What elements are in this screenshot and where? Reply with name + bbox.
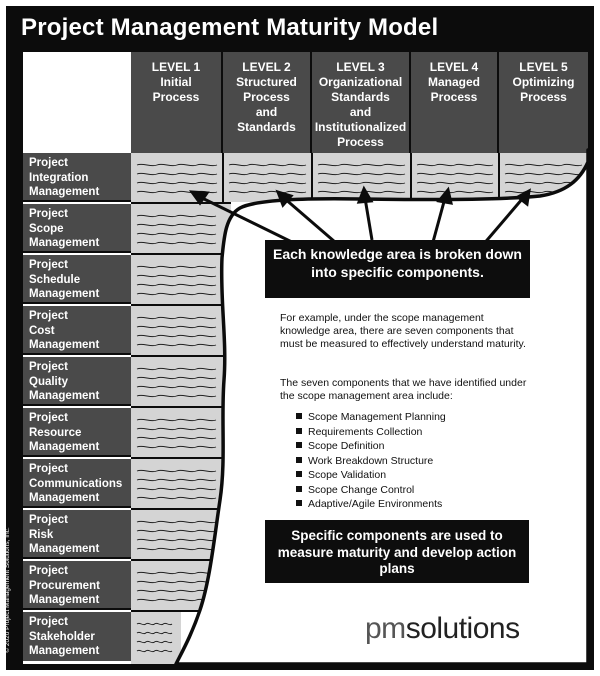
square-bullet-icon [296,413,302,419]
level-name: Structured Process and Standards [236,75,297,134]
square-bullet-icon [296,486,302,492]
row-label-resource: Project Resource Management [23,408,131,457]
component-cell [131,153,223,202]
level-number: LEVEL 4 [429,60,479,74]
component-cell [131,612,181,664]
row-label-schedule: Project Schedule Management [23,255,131,304]
level-number: LEVEL 3 [336,60,385,74]
callout-measure-maturity: Specific components are used to measure maturity and develop action plans [265,520,529,583]
component-label: Scope Change Control [308,483,415,496]
component-label: Scope Management Planning [308,411,446,423]
component-label: Scope Definition [308,440,385,452]
scope-components-list [296,410,446,512]
list-item [296,439,446,454]
pmsolutions-logo [365,612,565,648]
component-label: Adaptive/Agile Environments [308,498,443,510]
page-title: Project Management Maturity Model [21,14,439,41]
logo-prefix: pm [365,612,406,645]
row-label-cost: Project Cost Management [23,306,131,355]
row-label-integration: Project Integration Management [23,153,131,202]
component-cell [411,153,499,202]
square-bullet-icon [296,457,302,463]
level-number: LEVEL 5 [519,60,568,74]
copyright-notice: © 2020 Project Management Solutions, Inc. [4,527,11,653]
level-number: LEVEL 1 [151,60,201,74]
level-name: Optimizing Process [512,75,575,104]
row-label-procurement: Project Procurement Management [23,561,131,610]
level-name: Initial Process [152,75,200,104]
square-bullet-icon [296,442,302,448]
callout-knowledge-area: Each knowledge area is broken down into specific components. [265,240,530,298]
list-item [296,425,446,440]
level-name: Organizational Standards and Institutionalized Process [314,75,407,149]
row-label-quality: Project Quality Management [23,357,131,406]
square-bullet-icon [296,428,302,434]
component-label: Scope Validation [308,469,387,481]
component-cell [223,153,312,202]
example-paragraph: For example, under the scope management knowledge area, there are seven components that must be measured to effectively understand maturity. [280,312,526,350]
row-label-stakeholder: Project Stakeholder Management [23,612,131,661]
logo-suffix: solutions [405,612,520,645]
component-label: Work Breakdown Structure [308,454,434,467]
list-intro-paragraph: The seven components that we have identified under the scope management area include: [280,377,527,402]
component-label: Requirements Collection [308,425,423,438]
torn-edge [176,150,588,664]
square-bullet-icon [296,471,302,477]
row-label-scope: Project Scope Management [23,204,131,253]
level-number: LEVEL 2 [242,60,291,74]
list-item [296,454,446,469]
row-label-communications: Project Communications Management [23,459,131,508]
list-item [296,410,446,425]
list-item [296,468,446,483]
list-item [296,483,446,498]
level-name: Managed Process [427,75,480,104]
square-bullet-icon [296,500,302,506]
row-label-risk: Project Risk Management [23,510,131,559]
list-item [296,497,446,512]
